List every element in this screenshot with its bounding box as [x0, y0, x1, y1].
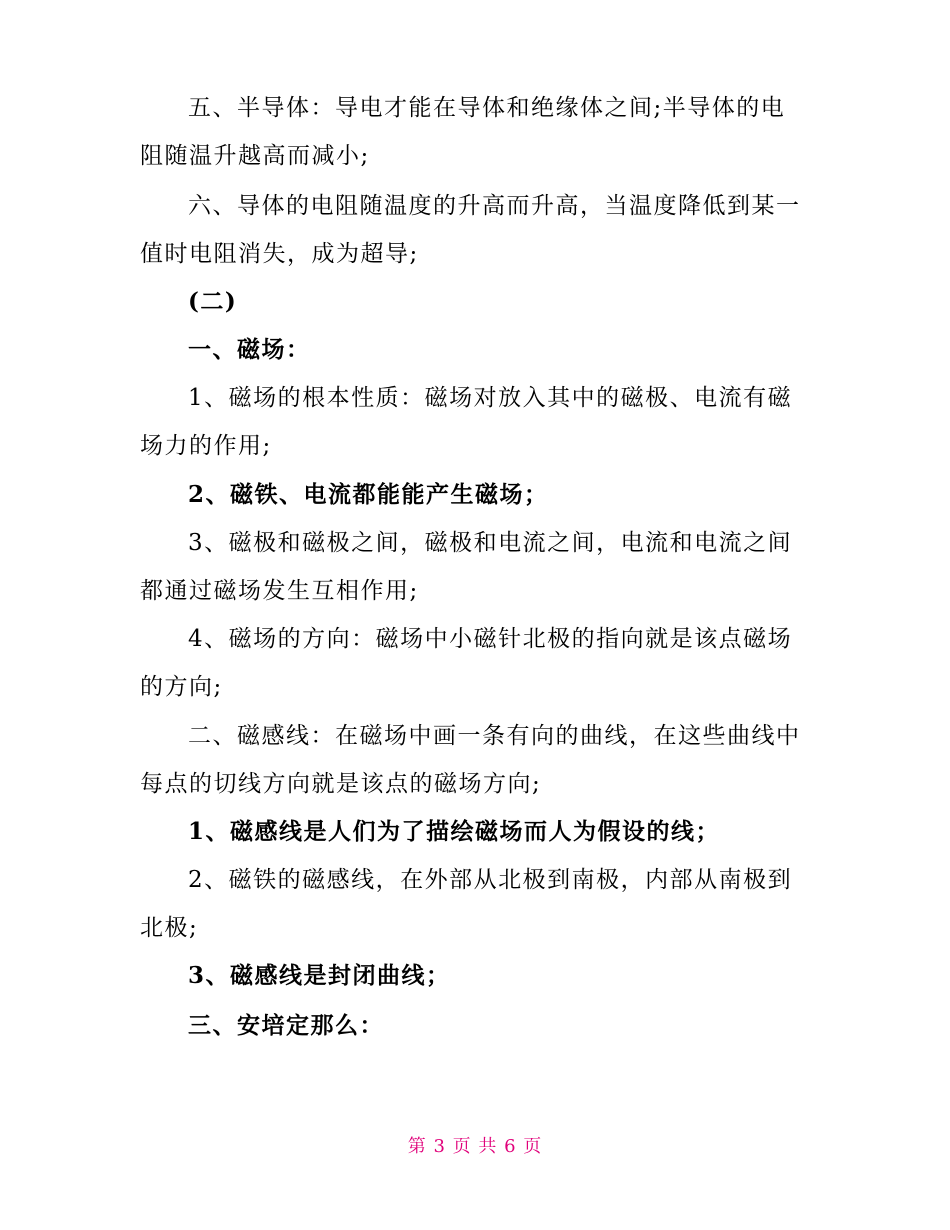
section-heading: 三、安培定那么： — [188, 1012, 384, 1039]
paragraph-line: 都通过磁场发生互相作用; — [140, 578, 419, 604]
paragraph-line: 值时电阻消失，成为超导; — [140, 241, 419, 267]
page-number-label: 第 3 页 共 6 页 — [407, 1136, 543, 1157]
paragraph-line: 五、半导体：导电才能在导体和绝缘体之间;半导体的电 — [188, 95, 786, 121]
paragraph-line: 的方向; — [140, 674, 223, 700]
paragraph-line: 场力的作用; — [140, 433, 272, 459]
paragraph-line: 二、磁感线：在磁场中画一条有向的曲线，在这些曲线中 — [188, 723, 801, 749]
section-heading: 一、磁场： — [188, 336, 311, 363]
bold-paragraph-line: 1、磁感线是人们为了描绘磁场而人为假设的线； — [188, 818, 721, 845]
paragraph-line: 北极; — [140, 915, 199, 941]
paragraph-line: 六、导体的电阻随温度的升高而升高，当温度降低到某一 — [188, 193, 801, 219]
section-heading: (二) — [188, 288, 238, 315]
paragraph-line: 4、磁场的方向：磁场中小磁针北极的指向就是该点磁场 — [188, 626, 793, 652]
bold-paragraph-line: 2、磁铁、电流都能能产生磁场； — [188, 481, 549, 508]
bold-paragraph-line: 3、磁感线是封闭曲线； — [188, 962, 451, 989]
paragraph-line: 阻随温升越高而减小; — [140, 143, 370, 169]
paragraph-line: 1、磁场的根本性质：磁场对放入其中的磁极、电流有磁 — [188, 385, 793, 411]
paragraph-line: 3、磁极和磁极之间，磁极和电流之间，电流和电流之间 — [188, 530, 793, 556]
page-footer — [0, 1134, 950, 1160]
paragraph-line: 每点的切线方向就是该点的磁场方向; — [140, 771, 542, 797]
paragraph-line: 2、磁铁的磁感线，在外部从北极到南极，内部从南极到 — [188, 867, 793, 893]
